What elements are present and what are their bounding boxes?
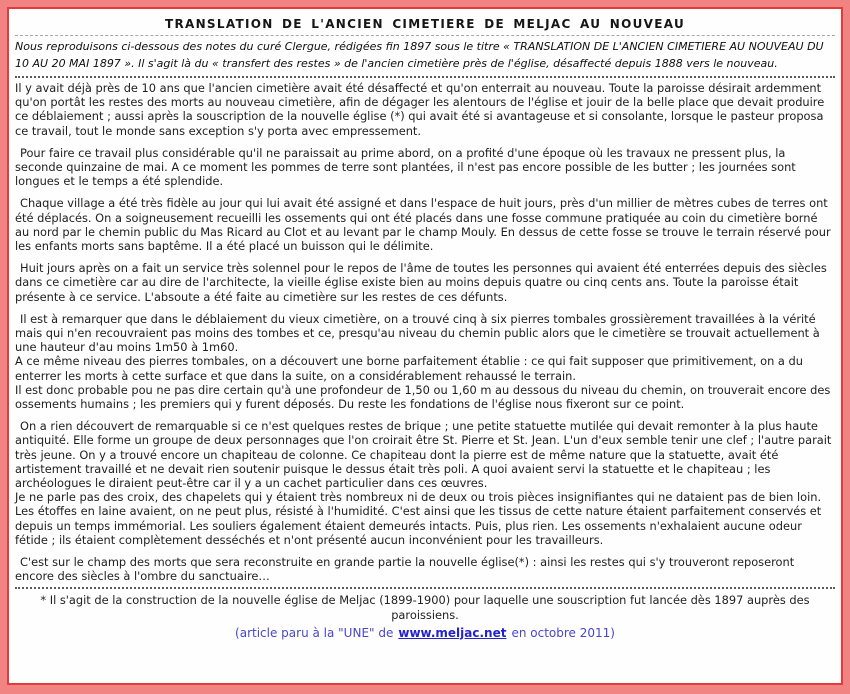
- body-paragraph: Chaque village a été très fidèle au jour qui lui avait été assigné et dans l'espace de huit jours, près d'un millier de mètres cubes de terres ont été déplacés. On a soigneusement recueilli les ossements qui ont été placés dans une fosse commune pratiquée au coin du cimetière borné au nord par le chemin public du Mas Ricard au Clot et au levant par le champ Mouly. En dessus de cette fosse se trouve le terrain réservé pour les enfants morts sans baptême. Il a été placé un buisson qui le délimite.: [15, 196, 831, 254]
- body-paragraph: On a rien découvert de remarquable si ce n'est quelques restes de brique ; une petite statuette mutilée qui devait remonter à la plus haute antiquité. Elle forme un groupe de deux personnages que l'on croirait être St. Pierre et St. Jean. L'un d'eux semble tenir une clef ; l'autre parait très jeune. On y a trouvé encore un chapiteau de colonne. Ce chapiteau dont la pierre est de même nature que la statuette, avait été artistement travaillé et ne devait rien soutenir puisque le dessus était très poli. A quoi avaient servi la statuette et le chapiteau ; les archéologues le diraient peut-être car il y a un cachet particulier dans ces œuvres.: [15, 419, 832, 491]
- credit-prefix: (article paru à la "UNE" de: [235, 625, 394, 640]
- title-divider: [15, 35, 835, 36]
- body-paragraph: Huit jours après on a fait un service très solennel pour le repos de l'âme de toutes les personnes qui avaient été enterrées depuis des siècles dans ce cimetière car au dire de l'architecte, la vieille église existe bien au moins depuis quatre ou cinq cents ans. Toute la paroisse était présente à ce service. L'absoute a été faite au cimetière sur les restes de ces défunts.: [15, 261, 827, 304]
- credit-line: [15, 625, 835, 641]
- body-paragraph: C'est sur le champ des morts que sera reconstruite en grande partie la nouvelle église(*) : ainsi les restes qui s'y trouveront reposeront encore des siècles à l'ombre du sanctuaire…: [15, 555, 795, 584]
- body-paragraph: A ce même niveau des pierres tombales, on a découvert une borne parfaitement établie : ce qui fait supposer que primitivement, on a du enterrer les morts à cette surface et que dans la suite, on a considérablement rehaussé le terrain.: [15, 354, 803, 383]
- intro-note: Nous reproduisons ci-dessous des notes du curé Clergue, rédigées fin 1897 sous le titre « TRANSLATION DE L'ANCIEN CIMETIERE AU NOUVEAU DU 10 AU 20 MAI 1897 ». Il s'agit là du « transfert des restes » de l'ancien cimetière près de l'église, désaffecté depuis 1888 vers le nouveau.: [15, 40, 824, 70]
- document-page: [7, 7, 843, 685]
- body-paragraph: Il y avait déjà près de 10 ans que l'ancien cimetière avait été désaffecté et qu'on enterrait au nouveau. Toute la paroisse désirait ardemment qu'on portât les restes des morts au nouveau cimetière, afin de dégager les alentours de l'église et jouir de la belle place que devait produire ce déblaiement ; aussi après la souscription de la nouvelle église (*) qui avait été si avantageuse et si consolante, lorsque le pasteur proposa ce travail, tout le monde sans exception s'y porta avec empressement.: [15, 81, 825, 138]
- body-paragraph: Il est à remarquer que dans le déblaiement du vieux cimetière, on a trouvé cinq à six pierres tombales grossièrement travaillées à la vérité mais qui n'en recouvraient pas moins des tombes et ce, presqu'au niveau du chemin public alors que le cimetière se trouvait actuellement à une hauteur d'au moins 1m50 à 1m60.: [15, 311, 820, 355]
- dotted-divider-bottom: [15, 587, 835, 589]
- dotted-divider-top: [15, 76, 835, 78]
- meljac-link[interactable]: www.meljac.net: [398, 625, 507, 640]
- credit-suffix: en octobre 2011): [511, 625, 615, 640]
- page-title: TRANSLATION DE L'ANCIEN CIMETIERE DE MELJAC AU NOUVEAU: [164, 17, 686, 31]
- body-paragraph: Pour faire ce travail plus considérable qu'il ne paraissait au prime abord, on a profité d'une époque où les travaux ne pressent plus, la seconde quinzaine de mai. A ce moment les pommes de terre sont plantées, il n'est pas encore possible de les butter ; les journées sont longues et le temps a été splendide.: [15, 145, 796, 189]
- body-paragraph: Je ne parle pas des croix, des chapelets qui y étaient très nombreux ni de deux ou trois pièces insignifiantes qui ne dataient pas de bien loin. Les étoffes en laine avaient, on ne peut plus, résisté à l'humidité. C'est ainsi que les tissus de cette nature étaient parfaitement conservés et depuis un temps immémorial. Les souliers également étaient demeurés intacts. Puis, plus rien. Les ossements n'exhalaient aucune odeur fétide ; ils étaient complètement desséchés et n'ont présenté aucun inconvénient pour les travailleurs.: [15, 490, 822, 547]
- article-body: [15, 81, 835, 584]
- footnote: * Il s'agit de la construction de la nouvelle église de Meljac (1899-1900) pour laquelle une souscription fut lancée dès 1897 auprès des paroissiens.: [40, 592, 810, 622]
- body-paragraph: Il est donc probable pou ne pas dire certain qu'à une profondeur de 1,50 ou 1,60 m au dessous du niveau du chemin, on trouverait encore des ossements humains ; les premiers qui y furent déposés. Du reste les fondations de l'église nous fixeront sur ce point.: [15, 382, 831, 412]
